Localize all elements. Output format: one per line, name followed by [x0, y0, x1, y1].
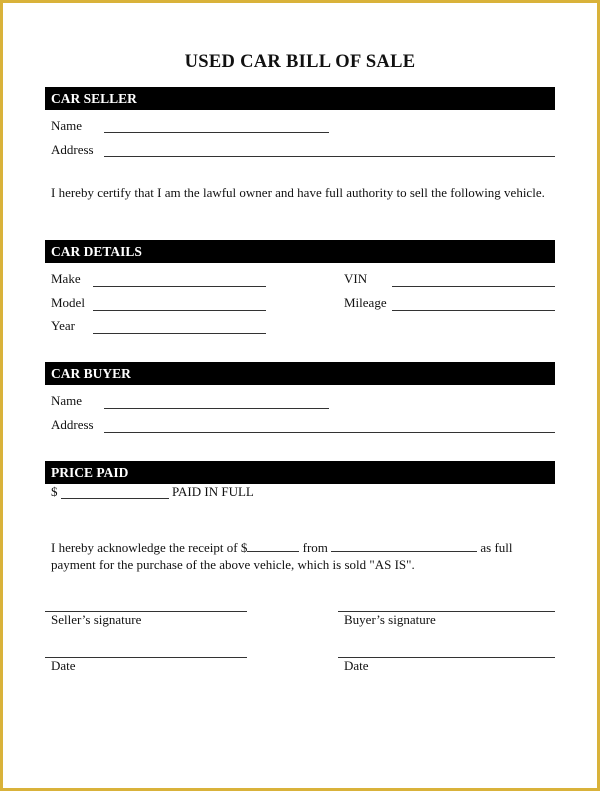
acknowledgement-line-2: payment for the purchase of the above vehicle, which is sold "AS IS". [51, 557, 415, 572]
paid-in-full-label: PAID IN FULL [172, 484, 254, 499]
make-label: Make [51, 271, 81, 286]
year-label: Year [51, 318, 75, 333]
mileage-label: Mileage [344, 295, 387, 310]
year-field[interactable] [93, 333, 266, 334]
model-label: Model [51, 295, 85, 310]
buyer-signature-label: Buyer’s signature [344, 612, 436, 627]
ack-as-full-text: as full [480, 540, 513, 555]
ack-from-field[interactable] [331, 539, 477, 552]
ack-amount-field[interactable] [247, 539, 299, 552]
buyer-name-field[interactable] [104, 408, 329, 409]
ack-receipt-text: I hereby acknowledge the receipt of $ [51, 540, 248, 555]
section-header-car-buyer: CAR BUYER [45, 362, 555, 385]
section-header-price-paid: PRICE PAID [45, 461, 555, 484]
seller-name-field[interactable] [104, 132, 329, 133]
ack-from-text: from [302, 540, 328, 555]
buyer-date-label: Date [344, 658, 369, 673]
price-currency-symbol: $ [51, 484, 58, 499]
buyer-address-label: Address [51, 417, 94, 432]
acknowledgement-line-1 [51, 539, 513, 556]
model-field[interactable] [93, 310, 266, 311]
buyer-address-field[interactable] [104, 432, 555, 433]
vin-field[interactable] [392, 286, 555, 287]
seller-date-label: Date [51, 658, 76, 673]
buyer-name-label: Name [51, 393, 83, 408]
document-title: USED CAR BILL OF SALE [184, 52, 416, 72]
buyer-date-field[interactable] [338, 657, 555, 658]
make-field[interactable] [93, 286, 266, 287]
seller-signature-label: Seller’s signature [51, 612, 142, 627]
mileage-field[interactable] [392, 310, 555, 311]
seller-address-field[interactable] [104, 156, 555, 157]
vin-label: VIN [344, 271, 368, 286]
section-header-car-details: CAR DETAILS [45, 240, 555, 263]
section-header-car-seller: CAR SELLER [45, 87, 555, 110]
seller-certification-text: I hereby certify that I am the lawful owner and have full authority to sell the following vehicle. [51, 185, 545, 200]
seller-address-label: Address [51, 142, 94, 157]
price-amount-field[interactable] [61, 498, 169, 499]
seller-name-label: Name [51, 118, 83, 133]
